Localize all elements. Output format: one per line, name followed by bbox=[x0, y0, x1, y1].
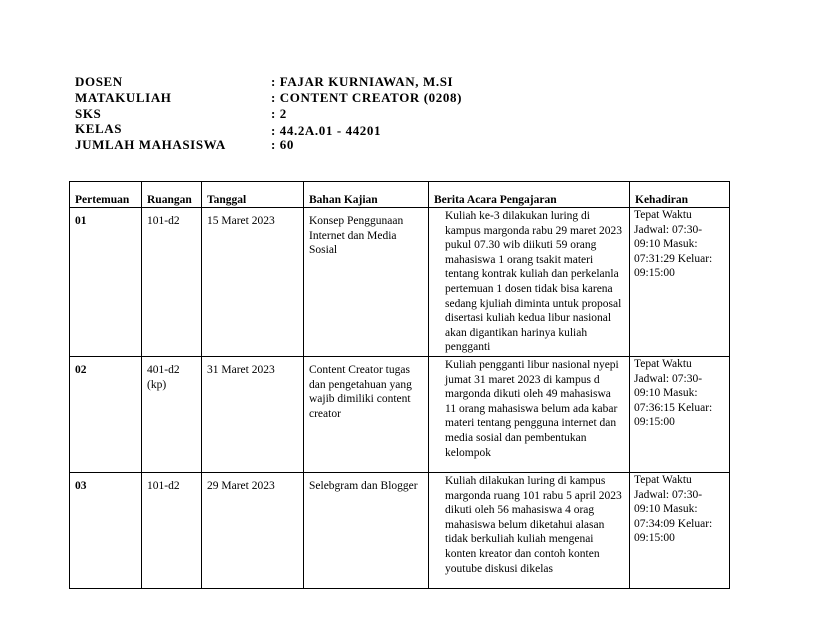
column-header-ruangan: Ruangan bbox=[142, 182, 202, 208]
column-header-berita-acara: Berita Acara Pengajaran bbox=[429, 182, 630, 208]
cell-kehadiran: Tepat Waktu Jadwal: 07:30-09:10 Masuk: 07:34:09 Keluar: 09:15:00 bbox=[630, 472, 730, 588]
jumlah-label: JUMLAH MAHASISWA bbox=[75, 137, 226, 152]
cell-ruangan: 101-d2 bbox=[142, 472, 202, 588]
cell-berita-acara: Kuliah ke-3 dilakukan luring di kampus margonda rabu 29 maret 2023 pukul 07.30 wib diikuti 59 orang mahasiswa 1 orang tsakit materi tentang kontrak kuliah dan perkelanla pertemuan 1 dosen tidak bisa karena sedang kjuliah diminta untuk proposal disertasi kuliah kedua libur nasional akan digantikan harinya kuliah pengganti bbox=[429, 208, 630, 357]
table-row bbox=[70, 208, 730, 357]
column-header-tanggal: Tanggal bbox=[202, 182, 304, 208]
cell-kehadiran: Tepat Waktu Jadwal: 07:30-09:10 Masuk: 07:36:15 Keluar: 09:15:00 bbox=[630, 356, 730, 472]
dosen-value: : FAJAR KURNIAWAN, M.SI bbox=[271, 74, 454, 89]
cell-berita-acara: Kuliah dilakukan luring di kampus margonda ruang 101 rabu 5 april 2023 dikuti oleh 56 mahasiswa 4 orag mahasiswa belum diketahui alasan tidak berkuliah kuliah mengenai konten kreator dan contoh konten youtube diskusi dikelas bbox=[429, 472, 630, 588]
column-header-pertemuan: Pertemuan bbox=[70, 182, 142, 208]
table-row bbox=[70, 472, 730, 588]
cell-ruangan: 401-d2 (kp) bbox=[142, 356, 202, 472]
cell-pertemuan: 02 bbox=[70, 356, 142, 472]
cell-bahan-kajian: Content Creator tugas dan pengetahuan yang wajib dimiliki content creator bbox=[304, 356, 429, 472]
table-row bbox=[70, 356, 730, 472]
cell-tanggal: 31 Maret 2023 bbox=[202, 356, 304, 472]
cell-tanggal: 29 Maret 2023 bbox=[202, 472, 304, 588]
sks-label: SKS bbox=[75, 106, 102, 121]
sks-value: : 2 bbox=[271, 106, 287, 121]
column-header-kehadiran: Kehadiran bbox=[630, 182, 730, 208]
attendance-table bbox=[69, 181, 730, 589]
table-header-row bbox=[70, 182, 730, 208]
matakuliah-label: MATAKULIAH bbox=[75, 90, 172, 105]
cell-pertemuan: 01 bbox=[70, 208, 142, 357]
kelas-value: : 44.2A.01 - 44201 bbox=[271, 123, 382, 138]
cell-bahan-kajian: Selebgram dan Blogger bbox=[304, 472, 429, 588]
cell-berita-acara: Kuliah pengganti libur nasional nyepi jumat 31 maret 2023 di kampus d margonda dikuti oleh 49 mahasiswa 11 orang mahasiswa belum ada kabar materi tentang pengguna internet dan media sosial dan pembentukan kelompok bbox=[429, 356, 630, 472]
cell-bahan-kajian: Konsep Penggunaan Internet dan Media Sosial bbox=[304, 208, 429, 357]
matakuliah-value: : CONTENT CREATOR (0208) bbox=[271, 90, 462, 105]
cell-ruangan: 101-d2 bbox=[142, 208, 202, 357]
cell-tanggal: 15 Maret 2023 bbox=[202, 208, 304, 357]
jumlah-value: : 60 bbox=[271, 137, 294, 152]
column-header-bahan-kajian: Bahan Kajian bbox=[304, 182, 429, 208]
dosen-label: DOSEN bbox=[75, 74, 123, 89]
cell-kehadiran: Tepat Waktu Jadwal: 07:30-09:10 Masuk: 07:31:29 Keluar: 09:15:00 bbox=[630, 208, 730, 357]
cell-pertemuan: 03 bbox=[70, 472, 142, 588]
kelas-label: KELAS bbox=[75, 121, 123, 136]
